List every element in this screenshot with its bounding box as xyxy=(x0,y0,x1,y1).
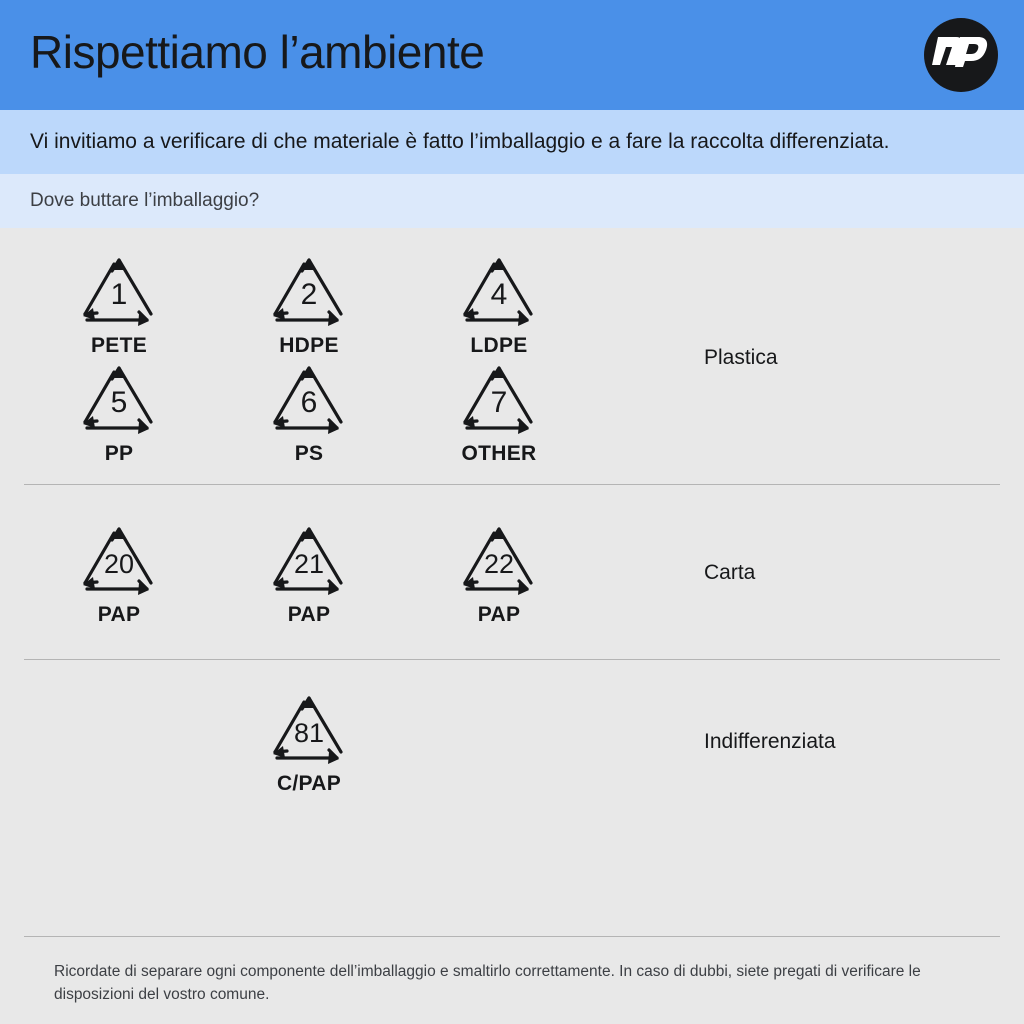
header xyxy=(0,0,1024,110)
recycling-symbol xyxy=(24,250,214,358)
recycle-triangle-icon xyxy=(249,358,369,440)
symbol-row xyxy=(24,688,404,796)
symbol-caption: PP xyxy=(104,442,134,465)
symbol-number: 7 xyxy=(490,386,508,419)
recycle-triangle-icon xyxy=(439,250,559,332)
recycle-triangle-icon xyxy=(249,519,369,601)
symbol-caption: C/PAP xyxy=(276,772,342,795)
question-text: Dove buttare l’imballaggio? xyxy=(30,190,260,211)
recycle-triangle-icon xyxy=(59,358,179,440)
symbol-caption: LDPE xyxy=(470,334,528,357)
recycling-symbol xyxy=(404,250,594,358)
footer xyxy=(24,936,1000,1006)
symbol-number: 22 xyxy=(483,549,515,579)
recycling-symbol xyxy=(214,519,404,627)
recycle-triangle-icon xyxy=(439,358,559,440)
symbol-number: 2 xyxy=(300,278,318,311)
recycle-triangle-icon xyxy=(439,519,559,601)
recycling-symbol xyxy=(214,250,404,358)
symbol-caption: PAP xyxy=(287,603,331,626)
symbol-row xyxy=(24,519,594,627)
recycle-triangle-icon xyxy=(59,250,179,332)
group-plastica xyxy=(24,228,1000,484)
hp-logo xyxy=(924,18,998,92)
subheader xyxy=(0,110,1024,174)
recycling-symbol xyxy=(404,519,594,627)
symbol-row xyxy=(24,358,594,466)
group-label-indifferenziata: Indifferenziata xyxy=(704,730,836,753)
recycle-triangle-icon xyxy=(249,688,369,770)
group-carta-symbols xyxy=(24,519,684,627)
recycle-triangle-icon xyxy=(249,250,369,332)
recycle-triangle-icon xyxy=(59,519,179,601)
symbol-number: 20 xyxy=(103,549,135,579)
recycling-symbol xyxy=(214,688,404,796)
footer-text: Ricordate di separare ogni componente dell’imballaggio e smaltirlo correttamente. In caso di dubbi, siete pregati di verificare le disposizioni del vostro comune. xyxy=(54,963,921,1003)
symbol-number: 5 xyxy=(110,386,128,419)
symbol-caption: PETE xyxy=(90,334,148,357)
recycling-symbol xyxy=(24,519,214,627)
symbol-caption: HDPE xyxy=(279,334,339,357)
recycling-symbol xyxy=(24,358,214,466)
symbol-number: 1 xyxy=(110,278,128,311)
group-label-plastica: Plastica xyxy=(704,346,778,369)
symbol-number: 6 xyxy=(300,386,318,419)
symbol-number: 81 xyxy=(293,718,325,748)
subheader-text: Vi invitiamo a verificare di che materiale è fatto l’imballaggio e a fare la raccolta differenziata. xyxy=(30,130,890,153)
question-bar xyxy=(0,174,1024,228)
symbol-caption: PS xyxy=(294,442,324,465)
symbol-number: 4 xyxy=(490,278,508,311)
group-indifferenziata-symbols xyxy=(24,688,684,796)
symbol-caption: PAP xyxy=(477,603,521,626)
page-title: Rispettiamo l’ambiente xyxy=(30,26,485,78)
group-label-carta: Carta xyxy=(704,561,756,584)
group-plastica-symbols xyxy=(24,250,684,466)
symbol-caption: PAP xyxy=(97,603,141,626)
recycling-symbol xyxy=(404,358,594,466)
group-indifferenziata xyxy=(24,660,1000,814)
symbol-sections xyxy=(0,228,1024,936)
symbol-number: 21 xyxy=(293,549,325,579)
symbol-row xyxy=(24,250,594,358)
recycling-symbol xyxy=(214,358,404,466)
group-carta xyxy=(24,485,1000,659)
footer-wrap xyxy=(0,936,1024,1024)
symbol-caption: OTHER xyxy=(461,442,537,465)
